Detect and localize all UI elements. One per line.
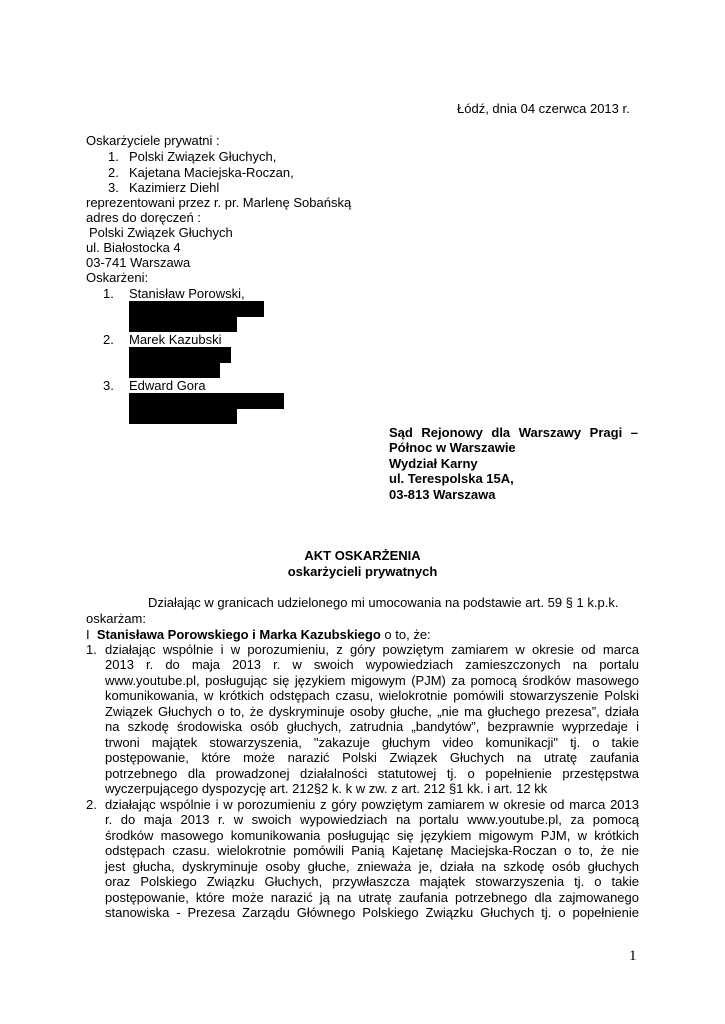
plaintiff-2-name: Kajetana Maciejska-Roczan, (129, 165, 294, 180)
court-line-4: ul. Terespolska 15A, (389, 471, 514, 486)
count-1-line: trwoni majątek stowarzyszenia, "zakazuje głuchym video komunikacji" tj. o takie (105, 735, 639, 750)
court-line-5: 03-813 Warszawa (389, 487, 496, 502)
count-2-line: oraz Polskiego Związku Głuchych, przywłaszcza majątek stowarzyszenia tj. o takie (105, 874, 639, 889)
count-2-line: działając wspólnie i w porozumieniu z góry powziętym zamiarem w okresie od marca 2013 (105, 797, 639, 812)
court-line-3: Wydział Karny (389, 456, 478, 471)
count-2-line: r. do maja 2013 r. w swoich wypowiedziach na portalu www.youtube.pl, za pomocą (105, 812, 639, 827)
redaction-bar (129, 408, 237, 424)
plaintiff-3-name: Kazimierz Diehl (129, 180, 220, 195)
representation: reprezentowani przez r. pr. Marlenę Sobańską (86, 195, 352, 210)
count-2-line: postępowanie, które może narazić ją na utratę zaufania potrzebnego dla zajmowanego (105, 890, 639, 905)
address-line-1: Polski Związek Głuchych (89, 225, 233, 240)
defendant-3-name: Edward Gora (129, 378, 206, 393)
defendant-2-name: Marek Kazubski (129, 332, 222, 347)
count-1-line: 2013 r. do maja 2013 r. w swoich wypowiedziach zamieszczonych na portalu (105, 657, 639, 672)
plaintiff-1-num: 1. (108, 149, 119, 164)
count-1-line: www.youtube.pl, posługując się językiem migowym (PJM) za pomocą środków masowego (105, 673, 639, 688)
redaction-bar (129, 393, 284, 409)
count-1-line: komunikowania, w krótkich odstępach czasu, wielokrotnie pomówili stowarzyszenie Polski (105, 688, 639, 703)
intro-accuse: oskarżam: (86, 611, 146, 626)
count-1-line: Związek Głuchych o to, że dyskryminuje osoby głuche, „nie ma głuchego prezesa”, działa (105, 704, 639, 719)
intro-line: Działając w granicach udzielonego mi umocowania na podstawie art. 59 § 1 k.p.k. (148, 595, 619, 610)
redaction-bar (129, 347, 231, 363)
section-suffix: o to, że: (384, 627, 431, 642)
document-title: AKT OSKARŻENIA (304, 548, 421, 563)
address-label: adres do doręczeń : (86, 210, 201, 225)
plaintiffs-heading: Oskarżyciele prywatni : (86, 133, 220, 148)
count-2-line: środków masowego komunikowania posługując się językiem migowym PJM, w krótkich (105, 828, 639, 843)
defendant-1-num: 1. (103, 286, 114, 301)
count-1-line: na szkodę środowiska osób głuchych, zatrudnia „bandytów”, bezprawnie wyprzedaje i (105, 719, 639, 734)
plaintiff-2-num: 2. (108, 165, 119, 180)
count-2-number: 2. (86, 797, 97, 812)
defendants-heading: Oskarżeni: (86, 270, 149, 285)
count-2-line: jest głucha, dyskryminuje osoby głuche, znieważa je, działa na szkodę osób głuchych (105, 859, 639, 874)
defendant-3-num: 3. (103, 378, 114, 393)
count-1-line: postępowanie, które może narazić Polski Związek Głuchych na utratę zaufania (105, 750, 639, 765)
count-1-line: potrzebnego dla prowadzonej działalności statutowej tj. o popełnienie przestępstwa (105, 766, 639, 781)
section-defendants: Stanisława Porowskiego i Marka Kazubskiego (96, 627, 381, 642)
section-heading (86, 627, 431, 643)
count-2-line: stanowiska - Prezesa Zarządu Głównego Polskiego Związku Głuchych tj. o popełnienie (105, 905, 639, 920)
plaintiff-1-name: Polski Związek Głuchych, (129, 149, 277, 164)
count-2-line: odstępach czasu. wielokrotnie pomówili Panią Kajetanę Maciejska-Roczan o to, że nie (105, 843, 639, 858)
page-number: 1 (629, 948, 637, 964)
address-line-3: 03-741 Warszawa (86, 255, 191, 270)
count-1-line: wyczerpującego dyspozycję art. 212§2 k. k w zw. z art. 212 §1 kk. i art. 12 kk (105, 781, 548, 796)
defendant-1-name: Stanisław Porowski, (129, 286, 245, 301)
redaction-bar (129, 362, 220, 378)
plaintiff-3-num: 3. (108, 180, 119, 195)
defendant-2-num: 2. (103, 332, 114, 347)
place-date: Łódź, dnia 04 czerwca 2013 r. (457, 101, 630, 116)
count-1-number: 1. (86, 642, 97, 657)
court-line-1: Sąd Rejonowy dla Warszawy Pragi – (389, 425, 638, 440)
redaction-bar (129, 301, 264, 317)
section-roman: I (86, 627, 90, 642)
court-line-2: Północ w Warszawie (389, 440, 516, 455)
redaction-bar (129, 316, 237, 332)
document-subtitle: oskarżycieli prywatnych (287, 564, 438, 579)
count-1-line: działając wspólnie i w porozumieniu, z góry powziętym zamiarem w okresie od marca (105, 642, 639, 657)
address-line-2: ul. Białostocka 4 (86, 240, 181, 255)
